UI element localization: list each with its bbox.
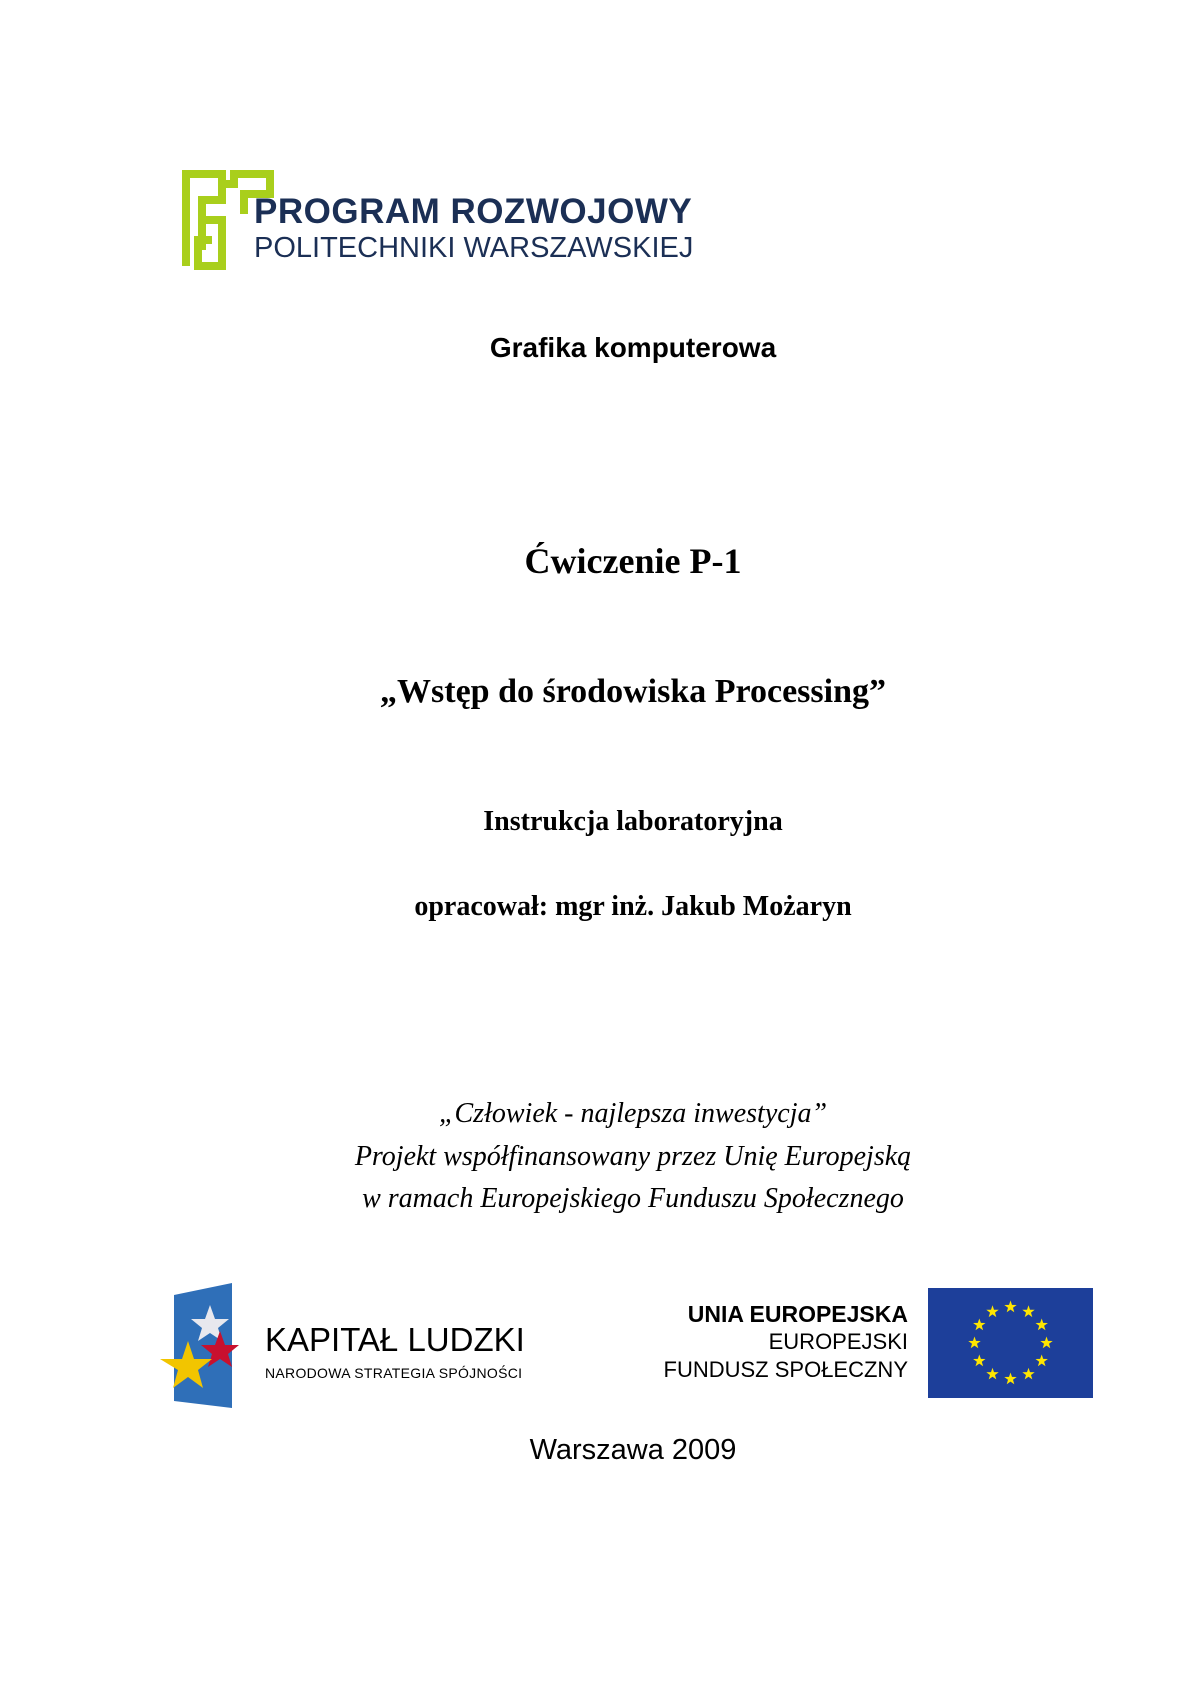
kapital-ludzki-subtitle: NARODOWA STRATEGIA SPÓJNOŚCI — [265, 1365, 523, 1381]
quote-line-1: „Człowiek - najlepsza inwestycja” — [438, 1098, 828, 1129]
ue-line-1: UNIA EUROPEJSKA — [687, 1301, 908, 1327]
quote-line-2: Projekt współfinansowany przez Unię Europejską — [354, 1141, 912, 1172]
exercise-number: Ćwiczenie P-1 — [524, 541, 742, 581]
logo-line-2: POLITECHNIKI WARSZAWSKIEJ — [254, 232, 694, 264]
subject-heading: Grafika komputerowa — [489, 332, 777, 363]
kapital-ludzki-emblem-icon — [160, 1283, 240, 1408]
ue-text-block — [650, 1300, 908, 1384]
quote-line-3: w ramach Europejskiego Funduszu Społecznego — [362, 1183, 904, 1214]
author-line: opracował: mgr inż. Jakub Możaryn — [414, 891, 852, 922]
program-rozwojowy-logo — [182, 170, 702, 275]
ue-line-2: EUROPEJSKI — [768, 1329, 908, 1354]
document-type: Instrukcja laboratoryjna — [483, 806, 783, 837]
ue-line-3: FUNDUSZ SPOŁECZNY — [663, 1357, 908, 1382]
eu-flag-icon — [928, 1288, 1093, 1398]
place-date: Warszawa 2009 — [529, 1434, 737, 1466]
kapital-ludzki-title: KAPITAŁ LUDZKI — [265, 1321, 525, 1358]
logo-line-1: PROGRAM ROZWOJOWY — [254, 192, 693, 231]
kapital-ludzki-logo — [160, 1283, 540, 1408]
document-title: „Wstęp do środowiska Processing” — [380, 673, 886, 710]
